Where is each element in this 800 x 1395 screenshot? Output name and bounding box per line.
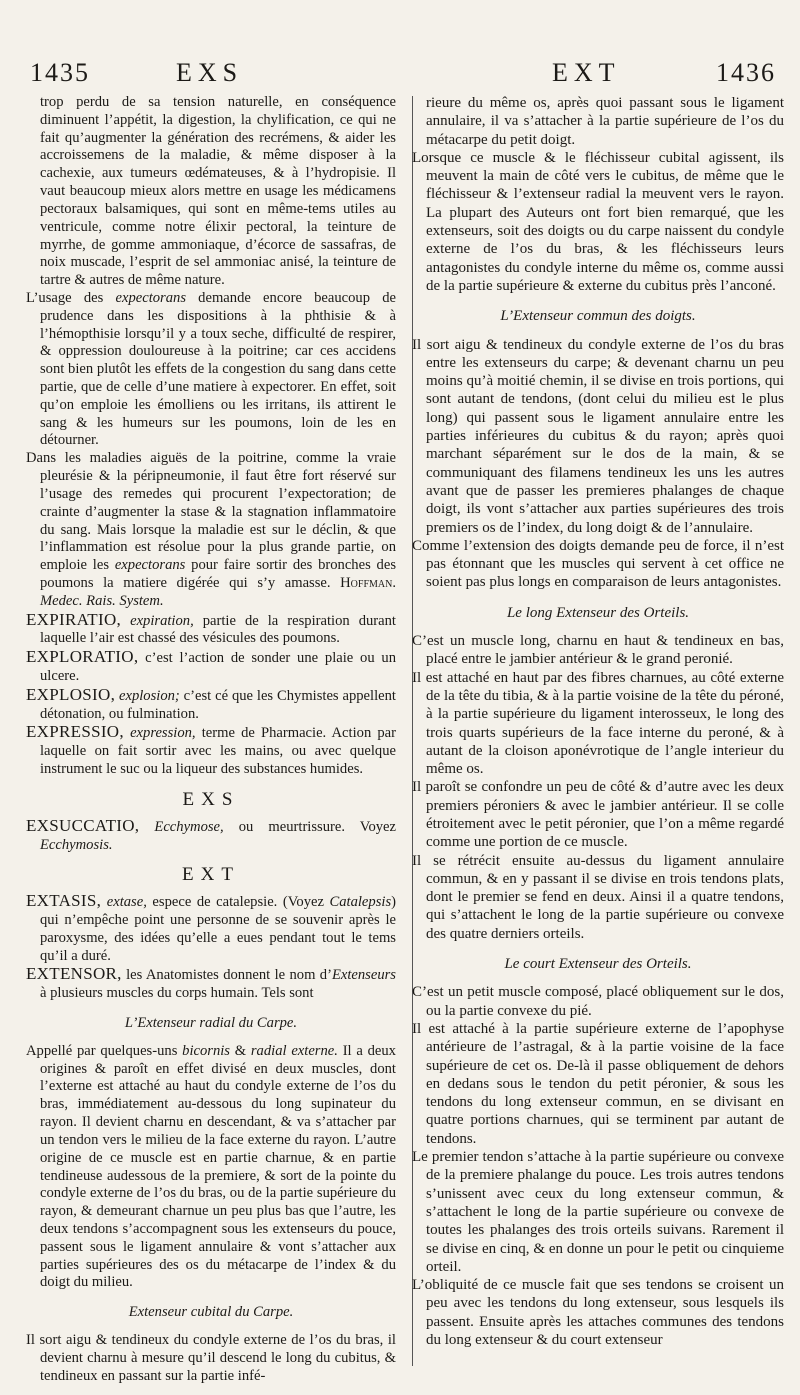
paragraph-long-toe-2: Il est attaché en haut par des fibres charnues, au côté externe de la tête du tibia, & à la partie voisine de la tête du péroné, à la partie supérieure du ligament interosseux, le long des trois quarts supérieurs de la face interne du peroné, & à autant de la cloison aponévrotique de l’angle interieur du même os. <box>412 669 784 778</box>
paragraph-cubital-extensor: Il sort aigu & tendineux du condyle externe de l’os du bras, il devient charnu à mesure qu’il descend le long du cubitus, & tendineux en passant sur la partie infé- <box>26 1332 396 1384</box>
right-column <box>412 94 784 1349</box>
author-citation: Hoffman. <box>340 574 396 591</box>
running-head-left: EXS <box>176 58 244 87</box>
paragraph-short-toe-2: Il est attaché à la partie supérieure externe de l’apophyse antérieure de l’astragal, & à la partie voisine de la face supérieure de cet os. De-là il passe obliquement de dehors en dedans sous le tendon du petit péronier, & sous les tendons du long extenseur commun, en se divisant en quatre portions charnues, qui se terminent par autant de tendons. <box>412 1020 784 1147</box>
entry-exsuccatio: EXSUCCATIO, Ecchymose, ou meurtrissure. Voyez Ecchymosis. <box>26 815 396 853</box>
entry-explosio: EXPLOSIO, explosion; c’est cé que les Chymistes appellent détonation, ou fulmination. <box>26 684 396 722</box>
subheading-radial-extensor: L’Extenseur radial du Carpe. <box>124 1015 298 1031</box>
entry-extasis: EXTASIS, extase, espece de catalepsie. (Voyez Catalepsis) qui n’empêche point une personne de se souvenir après le paroxysme, des idées qu’elle a eues pendant tout le tems qu’il a duré. <box>26 891 396 964</box>
paragraph-short-toe-3: Le premier tendon s’attache à la partie supérieure ou convexe de la premiere phalange du pouce. Les trois autres tendons s’unissent avec ceux du long extenseur commun, & s’attachent le long de la partie supérieure ou convexe de toutes les phalanges des trois orteils suivans. Rarement il se divise en cinq, & en donne un pour le petit ou cinquieme orteil. <box>412 1149 784 1275</box>
subheading-cubital-extensor: Extenseur cubital du Carpe. <box>128 1304 294 1321</box>
paragraph-short-toe-4: L’obliquité de ce muscle fait que ses tendons se croisent un peu avec les tendons du long extenseur, sous lesquels ils passent. Ensuite après les attaches communes des tendons du long extenseur & du court extenseur <box>412 1277 784 1348</box>
source-citation: Medec. Rais. System. <box>40 592 164 609</box>
paragraph-common-extensor: Il sort aigu & tendineux du condyle externe de l’os du bras entre les extenseurs du carpe; & devenant charnu un peu moins qu’à moitié chemin, il se divise en trois portions, qui sont autant de tendons, (dont celui du milieu est le plus long) qui passent sous le ligament annulaire entre les parties inférieures du cubitus & du rayon; après quoi marchant séparément sur le dos de la main, & se communiquant des filamens tendineux les uns les autres avant que de passer les premieres phalanges de chaque doigt, ils vont s’attacher aux parties supérieures des trois premiers os de l’index, du long doigt & de l’annulaire. <box>412 336 784 536</box>
headword: EXPRESSIO, <box>26 722 124 742</box>
headword: EXTENSOR, <box>26 964 122 984</box>
paragraph-acute-diseases: Dans les maladies aiguës de la poitrine, comme la vraie pleurésie & la péripneumonie, il faut être fort réservé sur l’usage des remedes qui procurent l’expectoration; de crainte d’augmenter la stase & la stagnation inflammatoire du sang. Mais lorsque la maladie est sur le déclin, & que l’inflammation est résolue pour la plus grande partie, on emploie les expectorans pour faire sortir des bronches des poumons la matiere digérée qui s’y amasse. Hoffman. Medec. Rais. System. <box>26 450 396 609</box>
headword: EXPIRATIO, <box>26 609 122 629</box>
section-heading-ext: EXT <box>182 864 240 886</box>
entry-exploratio: EXPLORATIO, c’est l’action de sonder une plaie ou un ulcere. <box>26 647 396 684</box>
paragraph-long-toe-1: C’est un muscle long, charnu en haut & tendineux en bas, placé entre le jambier antérieur & le grand peronié. <box>412 633 784 668</box>
paragraph-short-toe-1: C’est un petit muscle composé, placé obliquement sur le dos, ou la partie convexe du pié. <box>412 984 784 1019</box>
page-number-right: 1436 <box>716 58 776 87</box>
headword: EXPLOSIO, <box>26 684 116 704</box>
paragraph-continued: rieure du même os, après quoi passant sous le ligament annulaire, il va s’attacher à la partie supérieure de l’os du métacarpe du petit doigt. <box>426 95 784 148</box>
subheading-long-toe-extensor: Le long Extenseur des Orteils. <box>506 604 690 621</box>
entry-extensor: EXTENSOR, les Anatomistes donnent le nom d’Extenseurs à plusieurs muscles du corps humain. Tels sont <box>26 964 396 1002</box>
headword: EXPLORATIO, <box>26 647 139 667</box>
subheading-short-toe-extensor: Le court Extenseur des Orteils. <box>504 956 692 973</box>
page-number-left: 1435 <box>30 58 90 87</box>
paragraph-long-toe-4: Il se rétrécit ensuite au-dessus du ligament annulaire commun, & en y passant il se divise en trois tendons plats, dont le premier se fend en deux. Ainsi il a quatre tendons, qui s’attachent le long de la partie supérieure ou convexe des quatre derniers orteils. <box>412 852 784 942</box>
paragraph-finger-extension: Comme l’extension des doigts demande peu de force, il n’est pas étonnant que les muscles qui servent à cet office ne soient pas plus longs en comparaison de leurs antagonistes. <box>412 537 784 591</box>
paragraph-long-toe-3: Il paroît se confondre un peu de côté & d’autre avec les deux premiers péroniers & avec le jambier antérieur. Il se colle étroitement avec le petit péronier, que l’on a même regardé comme une portion de ce muscle. <box>412 779 784 851</box>
headword: EXTASIS, <box>26 891 102 911</box>
subheading-common-extensor: L’Extenseur commun des doigts. <box>500 308 696 325</box>
paragraph-expectorans-usage: L’usage des expectorans demande encore beaucoup de prudence dans les dispositions à la phthisie & à l’hémopthisie lorsqu’il y a toux seche, difficulté de respirer, & oppression douloureuse à la poitrine; car ces accidens sont bien plutôt les effets de la congestion du sang dans cette partie, que de celle d’une matiere à expectorer. En effet, soit qu’on emploie les émolliens ou les irritans, ils attirent le sang & les humeurs sur les poumons, loin de les en détourner. <box>26 289 396 449</box>
headword: EXSUCCATIO, <box>26 815 140 835</box>
left-column <box>26 94 396 1385</box>
paragraph-continued: trop perdu de sa tension naturelle, en conséquence diminuent l’appétit, la digestion, la chylification, ce qui ne fait qu’augmenter la génération des recrémens, & aider les accroissemens de la maladie, & même disposer à la cachexie, aux tumeurs œdémateuses, & à l’hydropisie. Il vaut beaucoup mieux alors mettre en usage les médicamens pectoraux balsamiques, qui sont en même-tems utiles au ventricule, comme notre élixir pectoral, la teinture de myrrhe, de gomme ammoniaque, d’écorce de sassafras, de noix muscade, l’esprit de sel ammoniac anisé, la teinture de tartre & autres de même nature. <box>40 94 396 289</box>
page-header <box>0 58 800 92</box>
paragraph-flexor-action: Lorsque ce muscle & le fléchisseur cubital agissent, ils meuvent la main de côté vers le cubitus, de même que le fléchisseur & l’extenseur radial la meuvent vers le rayon. La plupart des Auteurs ont fort bien remarqué, que les extenseurs, soit des doigts ou du carpe naissent du condyle externe de l’os du bras, & les fléchisseurs leurs antagonistes du condyle interne du même os, comme aussi de la partie supérieure & externe du cubitus près l’anconé. <box>412 149 784 294</box>
entry-expressio: EXPRESSIO, expression, terme de Pharmacie. Action par laquelle on fait sortir avec les mains, ou avec quelque instrument le suc ou la liqueur des substances humides. <box>26 722 396 778</box>
entry-expiratio: EXPIRATIO, expiration, partie de la respiration durant laquelle l’air est chassé des vésicules des poumons. <box>26 609 396 647</box>
running-head-right: EXT <box>552 58 621 87</box>
paragraph-radial-extensor: Appellé par quelques-uns bicornis & radial externe. Il a deux origines & paroît en effet divisé en deux muscles, dont l’externe est attaché au haut du condyle externe de l’os du bras, immédiatement au-dessous du long supinateur du rayon. Il devient charnu en descendant, & va s’attacher par un tendon vers le milieu de la face externe du rayon. L’autre origine de ce muscle est en partie charnue, & en partie tendineuse audessous de la premiere, & sort de la pointe du condyle externe de l’os du bras, ou de la partie supérieure du rayon, & demeurant charnue un peu plus bas que l’autre, les deux tendons s’accompagnent sous les extenseurs du pouce, passent sous le ligament annulaire & vont s’attacher aux parties supérieures des os du métacarpe de l’index & du doigt du milieu. <box>26 1042 396 1291</box>
section-heading-exs: EXS <box>182 788 240 810</box>
